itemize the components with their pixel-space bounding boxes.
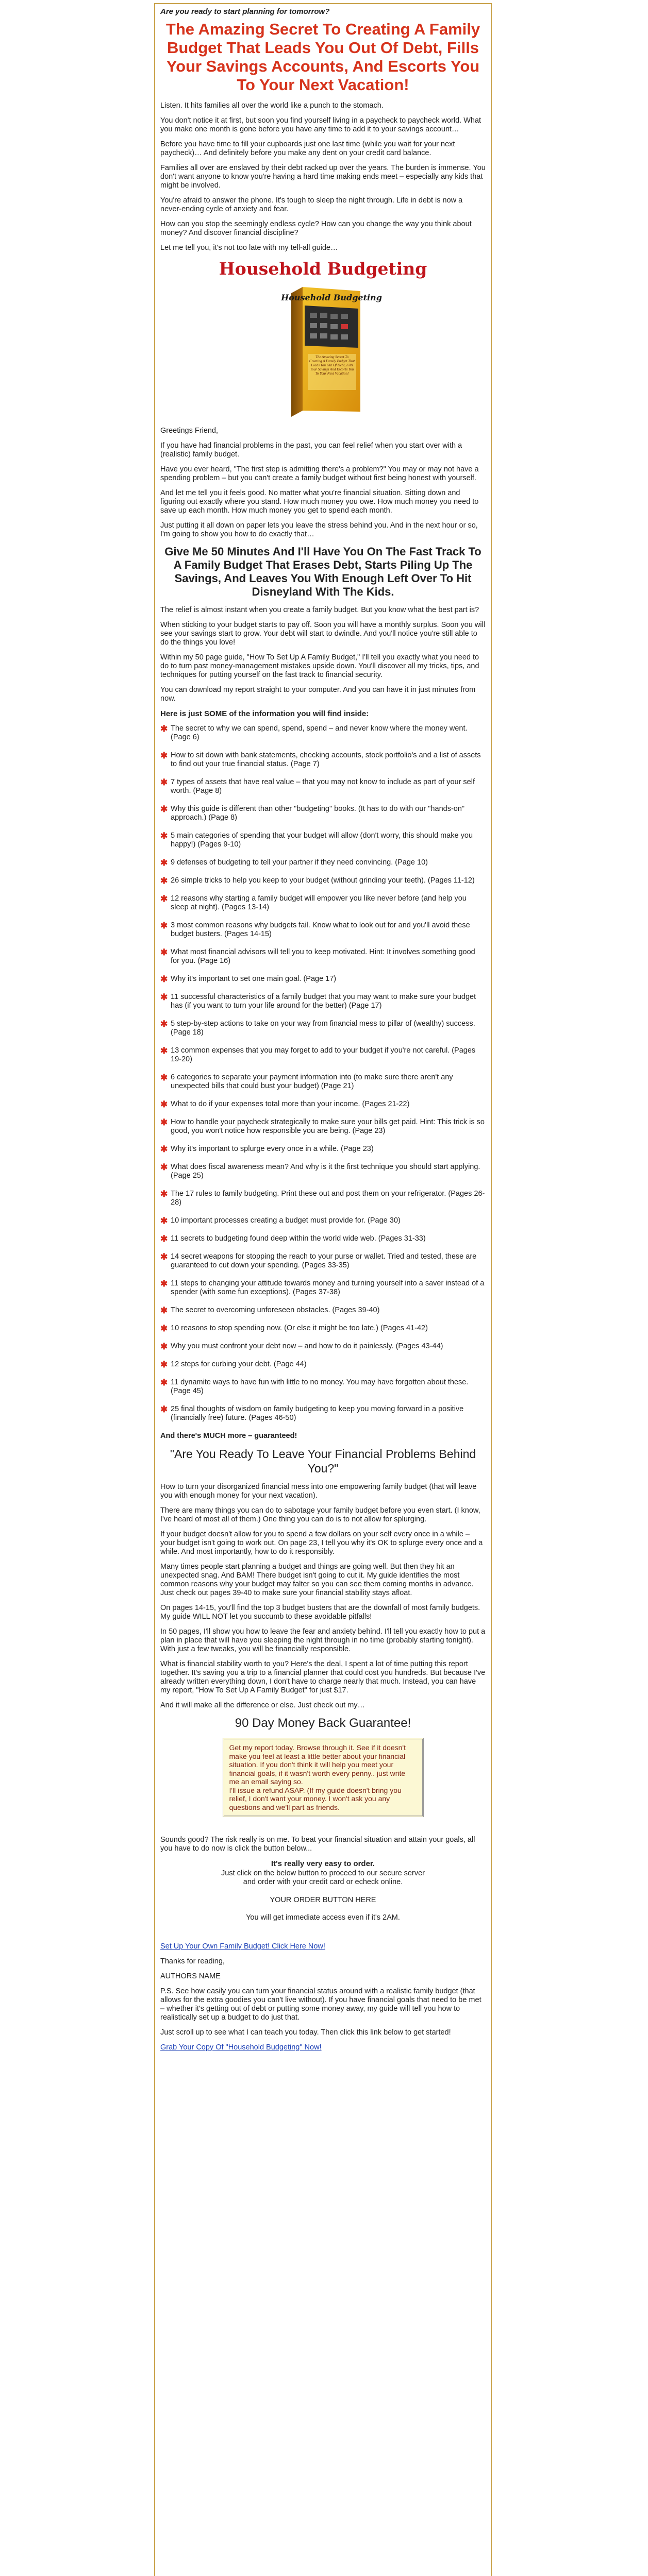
benefit-item [160, 1046, 486, 1064]
asterisk-star-icon: ✱ [160, 1019, 168, 1029]
letter-paragraph: When sticking to your budget starts to pay off. Soon you will have a monthly surplus. Soon you will see your savings start to grow. Your debt will start to dwindle. And you'll notice you're still able to do the things you love! [160, 621, 486, 647]
letter-paragraph: And let me tell you it feels good. No matter what you're financial situation. Sitting down and figuring out exactly where you stand. How much money you owe. How much money you need to save up each month. How much money you get to spend each month. [160, 489, 479, 515]
benefit-item [160, 1279, 486, 1297]
benefit-text: 13 common expenses that you may forget to add to your budget if you're not careful. (Pages 19-20) [171, 1046, 476, 1063]
benefit-item [160, 1342, 486, 1351]
benefit-text: What most financial advisors will tell you to keep motivated. Hint: It involves something good for you. (Page 16) [171, 948, 475, 965]
letter-paragraph: Just putting it all down on paper lets you leave the stress behind you. And in the next hour or so, I'm going to show you how to do exactly that… [160, 521, 478, 538]
asterisk-star-icon: ✱ [160, 1144, 168, 1154]
benefit-item [160, 1118, 486, 1136]
benefit-item [160, 778, 486, 795]
asterisk-star-icon: ✱ [160, 724, 168, 734]
benefit-text: What does fiscal awareness mean? And why is it the first technique you should start applying. (Page 25) [171, 1163, 480, 1180]
closing-paragraph: In 50 pages, I'll show you how to leave the fear and anxiety behind. I'll tell you exactly how to put a plan in place that will have you sleeping the night through in no time (probably starting tonight). With just a few tweaks, you will be financially responsible. [160, 1628, 486, 1653]
closing-paragraph: On pages 14-15, you'll find the top 3 budget busters that are the downfall of most family budgets. My guide WILL NOT let you succumb to these avoidable pitfalls! [160, 1604, 480, 1621]
asterisk-star-icon: ✱ [160, 1360, 168, 1369]
subheadline: Give Me 50 Minutes And I'll Have You On The Fast Track To A Family Budget That Erases Debt, Starts Piling Up The Savings, And Leaves You With Enough Left Over To Hit Disneyland With The Kids. [164, 545, 481, 598]
asterisk-star-icon: ✱ [160, 1162, 168, 1172]
intro-paragraph: Families all over are enslaved by their debt racked up over the years. The burden is immense. You don't want anyone to know you're having a hard time making ends meet – especially any kids that might be involved. [160, 164, 486, 190]
benefit-item [160, 832, 486, 849]
asterisk-star-icon: ✱ [160, 1099, 168, 1109]
closing-paragraph: And it will make all the difference or else. Just check out my… [160, 1701, 365, 1709]
guarantee-box [223, 1738, 424, 1817]
order-link[interactable]: Set Up Your Own Family Budget! Click Here Now! [160, 1942, 325, 1951]
letter-paragraph: Greetings Friend, [160, 427, 219, 435]
intro-paragraph: How can you stop the seemingly endless cycle? How can you change the way you think about money? And discover financial discipline? [160, 220, 472, 237]
benefit-item [160, 751, 486, 769]
benefit-text: What to do if your expenses total more than your income. (Pages 21-22) [171, 1100, 410, 1108]
benefit-item [160, 1163, 486, 1180]
benefit-item [160, 1378, 486, 1396]
benefit-text: 7 types of assets that have real value – that you may not know to include as part of your self worth. (Page 8) [171, 778, 475, 795]
closing-section [160, 1432, 486, 1710]
benefit-text: 12 reasons why starting a family budget will empower you like never before (and help you sleep at night). (Pages 13-14) [171, 894, 467, 911]
asterisk-star-icon: ✱ [160, 894, 168, 904]
benefit-text: The 17 rules to family budgeting. Print these out and post them on your refrigerator. (Pages 26-28) [171, 1190, 485, 1207]
benefit-item [160, 805, 486, 822]
main-headline: The Amazing Secret To Creating A Family Budget That Leads You Out Of Debt, Fills Your Savings Accounts, And Escorts You To Your Next Vacation! [165, 20, 480, 94]
benefit-text: 5 step-by-step actions to take on your way from financial mess to pillar of (wealthy) success. (Page 18) [171, 1020, 475, 1037]
asterisk-star-icon: ✱ [160, 1252, 168, 1262]
benefit-text: Why you must confront your debt now – and how to do it painlessly. (Pages 43-44) [171, 1342, 443, 1350]
book-cover-graphic [280, 282, 382, 417]
asterisk-star-icon: ✱ [160, 974, 168, 984]
benefit-text: The secret to overcoming unforeseen obstacles. (Pages 39-40) [171, 1306, 380, 1314]
letter-paragraph: Within my 50 page guide, "How To Set Up A Family Budget," I'll tell you exactly what you need to do to turn past money-management mistakes upside down. You'll discover all my tricks, tips, and techniques for putting yourself on the fast track to financial security. [160, 653, 479, 679]
author-name: AUTHORS NAME [160, 1972, 221, 1980]
benefit-text: 26 simple tricks to help you keep to your budget (without grinding your teeth). (Pages 11-12) [171, 876, 475, 885]
more-text: And there's MUCH more – guaranteed! [160, 1432, 297, 1440]
intro-paragraph: Let me tell you, it's not too late with my tell-all guide… [160, 244, 338, 252]
letter-section [160, 427, 486, 718]
asterisk-star-icon: ✱ [160, 858, 168, 868]
final-order-link[interactable]: Grab Your Copy Of "Household Budgeting" Now! [160, 2043, 322, 2052]
benefit-text: 3 most common reasons why budgets fail. Know what to look out for and you'll avoid these budget busters. (Pages 14-15) [171, 921, 470, 938]
benefit-text: 11 dynamite ways to have fun with little to no money. You may have forgotten about these. (Page 45) [171, 1378, 469, 1395]
order-step: and order with your credit card or echeck online. [243, 1878, 403, 1886]
benefit-text: How to handle your paycheck strategically to make sure your bills get paid. Hint: This trick is so good, you won't notice how responsible you are being. (Page 23) [171, 1118, 485, 1135]
benefit-text: Why it's important to splurge every once in a while. (Page 23) [171, 1145, 374, 1153]
book-3d-icon [280, 282, 382, 417]
asterisk-star-icon: ✱ [160, 876, 168, 886]
benefit-item [160, 1145, 486, 1154]
benefit-list [160, 724, 486, 1422]
asterisk-star-icon: ✱ [160, 1216, 168, 1226]
ps2-text: Just scroll up to see what I can teach you today. Then click this link below to get started! [160, 2028, 451, 2037]
benefit-text: 25 final thoughts of wisdom on family budgeting to keep you moving forward in a positive (financially free) future. (Pages 46-50) [171, 1405, 464, 1422]
kicker-text: Are you ready to start planning for tomorrow? [160, 7, 330, 16]
benefit-item [160, 993, 486, 1010]
benefit-item [160, 948, 486, 965]
easy-order-text: It's really very easy to order. [271, 1859, 375, 1868]
benefit-text: 12 steps for curbing your debt. (Page 44) [171, 1360, 307, 1368]
asterisk-star-icon: ✱ [160, 992, 168, 1002]
benefit-text: 11 steps to changing your attitude towards money and turning yourself into a saver instead of a spender (with some fun exceptions). (Pages 37-38) [171, 1279, 485, 1296]
benefit-text: 5 main categories of spending that your budget will allow (don't worry, this should make you happy!) (Pages 9-10) [171, 832, 473, 849]
benefit-text: 9 defenses of budgeting to tell your partner if they need convincing. (Page 10) [171, 858, 428, 867]
benefit-text: How to sit down with bank statements, checking accounts, stock portfolio's and a list of assets to find out your true financial status. (Page 7) [171, 751, 481, 768]
guarantee-title: 90 Day Money Back Guarantee! [235, 1716, 411, 1730]
asterisk-star-icon: ✱ [160, 947, 168, 957]
asterisk-star-icon: ✱ [160, 1046, 168, 1056]
intro-paragraph: Listen. It hits families all over the world like a punch to the stomach. [160, 101, 384, 110]
benefit-text: 14 secret weapons for stopping the reach to your purse or wallet. Tried and tested, these are guaranteed to cut down your spending. (Pages 33-35) [171, 1252, 477, 1269]
benefit-text: Why this guide is different than other "budgeting" books. (It has to do with our "hands-on" approach.) (Page 8) [171, 805, 465, 822]
asterisk-star-icon: ✱ [160, 1189, 168, 1199]
benefit-text: 11 secrets to budgeting found deep within the world wide web. (Pages 31-33) [171, 1234, 426, 1243]
closing-paragraph: Many times people start planning a budget and things are going well. But then they hit an unexpected snag. And BAM! There budget isn't going to cut it. My guide identifies the most common reasons why your budget may falter so you can see them coming months in advance. Just check out pages 39-40 to make sure your financial stability stays afloat. [160, 1563, 474, 1597]
intro-paragraph: You don't notice it at first, but soon you find yourself living in a paycheck to paycheck world. What you make one month is gone before you have any time to add it to your savings account… [160, 116, 481, 133]
benefit-item [160, 1073, 486, 1091]
asterisk-star-icon: ✱ [160, 921, 168, 930]
benefit-text: 11 successful characteristics of a family budget that you may want to make sure your budget has (if you want to turn your life around for the better) (Page 17) [171, 993, 476, 1010]
asterisk-star-icon: ✱ [160, 1073, 168, 1082]
order-step: Just click on the below button to proceed to our secure server [221, 1869, 425, 1877]
ps-text: P.S. See how easily you can turn your financial status around with a realistic family budget (that allows for the extra goodies you can't live without). If you have financial goals that need to be met – whether it's getting out of debt or putting some money away, my guide will tell you how to realistically set up a budget to do just that. [160, 1987, 481, 2022]
benefit-text: 6 categories to separate your payment information into (to make sure there aren't any unexpected bills that could bust your budget) (Page 21) [171, 1073, 453, 1090]
list-intro: Here is just SOME of the information you will find inside: [160, 709, 369, 718]
asterisk-star-icon: ✱ [160, 831, 168, 841]
book-product-image [160, 259, 486, 419]
benefit-item [160, 975, 486, 984]
asterisk-star-icon: ✱ [160, 777, 168, 787]
benefit-item [160, 1234, 486, 1243]
closing-paragraph: How to turn your disorganized financial mess into one empowering family budget (that will leave you with enough money for your next vacation). [160, 1483, 477, 1500]
benefit-item [160, 1100, 486, 1109]
benefit-text: 10 important processes creating a budget must provide for. (Page 30) [171, 1216, 401, 1225]
book-title: Household Budgeting [219, 259, 427, 279]
benefit-item [160, 876, 486, 885]
guarantee-text: I'll issue a refund ASAP. (If my guide doesn't bring you relief, I don't want your money. I won't ask you any questions and we'll part as friends. [229, 1786, 402, 1811]
benefit-item [160, 1405, 486, 1422]
sales-page-container [154, 3, 492, 2576]
book-cover-text: The Amazing Secret To Creating A Family Budget That Leads You Out Of Debt, Fills Your Savings And Escorts You To Your Next Vacation! [309, 355, 355, 376]
benefit-text: The secret to why we can spend, spend, spend – and never know where the money went. (Page 6) [171, 724, 468, 741]
letter-paragraph: The relief is almost instant when you create a family budget. But you know what the best part is? [160, 606, 479, 614]
benefit-item [160, 1190, 486, 1207]
access-text: You will get immediate access even if it's 2AM. [246, 1913, 400, 1922]
benefit-text: Why it's important to set one main goal. (Page 17) [171, 975, 337, 983]
thanks-text: Thanks for reading, [160, 1957, 225, 1965]
guarantee-text: Get my report today. Browse through it. See if it doesn't make you feel at least a little better about your financial situation. If you don't think it will help you meet your financial goals, if it wasn't worth every penny.. just write me an email saying so. [229, 1743, 406, 1786]
order-section [160, 1836, 486, 2052]
benefit-text: 10 reasons to stop spending now. (Or else it might be too late.) (Pages 41-42) [171, 1324, 428, 1332]
asterisk-star-icon: ✱ [160, 1404, 168, 1414]
asterisk-star-icon: ✱ [160, 751, 168, 760]
letter-paragraph: Have you ever heard, "The first step is admitting there's a problem?" You may or may not have a spending problem – but you can't create a family budget without first being honest with yourself. [160, 465, 479, 482]
risk-text: Sounds good? The risk really is on me. To beat your financial situation and attain your goals, all you have to do now is click the button below... [160, 1836, 475, 1853]
benefit-item [160, 858, 486, 867]
asterisk-star-icon: ✱ [160, 1378, 168, 1387]
benefit-item [160, 921, 486, 939]
order-button[interactable]: YOUR ORDER BUTTON HERE [270, 1896, 376, 1904]
benefit-item [160, 1360, 486, 1369]
benefit-item [160, 894, 486, 912]
book-cover-title: Household Budgeting [280, 293, 382, 302]
benefit-item [160, 1252, 486, 1270]
asterisk-star-icon: ✱ [160, 1342, 168, 1351]
closing-paragraph: If your budget doesn't allow for you to spend a few dollars on your self every once in a while – your budget isn't going to work out. On page 23, I tell you why it's OK to splurge every once and a while. And most importantly, how to do it responsibly. [160, 1530, 483, 1556]
asterisk-star-icon: ✱ [160, 804, 168, 814]
asterisk-star-icon: ✱ [160, 1306, 168, 1315]
sales-page-content [160, 7, 486, 2058]
benefit-item [160, 1324, 486, 1333]
intro-paragraph: You're afraid to answer the phone. It's tough to sleep the night through. Life in debt is now a never-ending cycle of anxiety and fear. [160, 196, 463, 213]
asterisk-star-icon: ✱ [160, 1117, 168, 1127]
asterisk-star-icon: ✱ [160, 1279, 168, 1289]
benefit-item [160, 1216, 486, 1225]
closing-paragraph: What is financial stability worth to you? Here's the deal, I spent a lot of time putting this report together. It's saving you a trip to a financial planner that could cost you hundreds. But because I've already written everything down, I don't have to charge nearly that much. Instead, you can have my report, "How To Set Up A Family Budget" for just $17. [160, 1660, 486, 1694]
benefit-item [160, 1020, 486, 1037]
asterisk-star-icon: ✱ [160, 1234, 168, 1244]
closing-headline: "Are You Ready To Leave Your Financial Problems Behind You?" [170, 1447, 476, 1475]
asterisk-star-icon: ✱ [160, 1324, 168, 1333]
letter-paragraph: You can download my report straight to your computer. And you can have it in just minutes from now. [160, 686, 476, 703]
benefit-item [160, 1306, 486, 1315]
intro-section [160, 101, 486, 252]
closing-paragraph: There are many things you can do to sabotage your family budget before you even start. (I know, I've heard of most all of them.) One thing you can do is to not allow for splurging. [160, 1506, 480, 1523]
intro-paragraph: Before you have time to fill your cupboards just one last time (while you wait for your next paycheck)… And definitely before you make any dent on your credit card balance. [160, 140, 455, 157]
benefit-item [160, 724, 486, 742]
letter-paragraph: If you have had financial problems in the past, you can feel relief when you start over with a (realistic) family budget. [160, 442, 462, 459]
